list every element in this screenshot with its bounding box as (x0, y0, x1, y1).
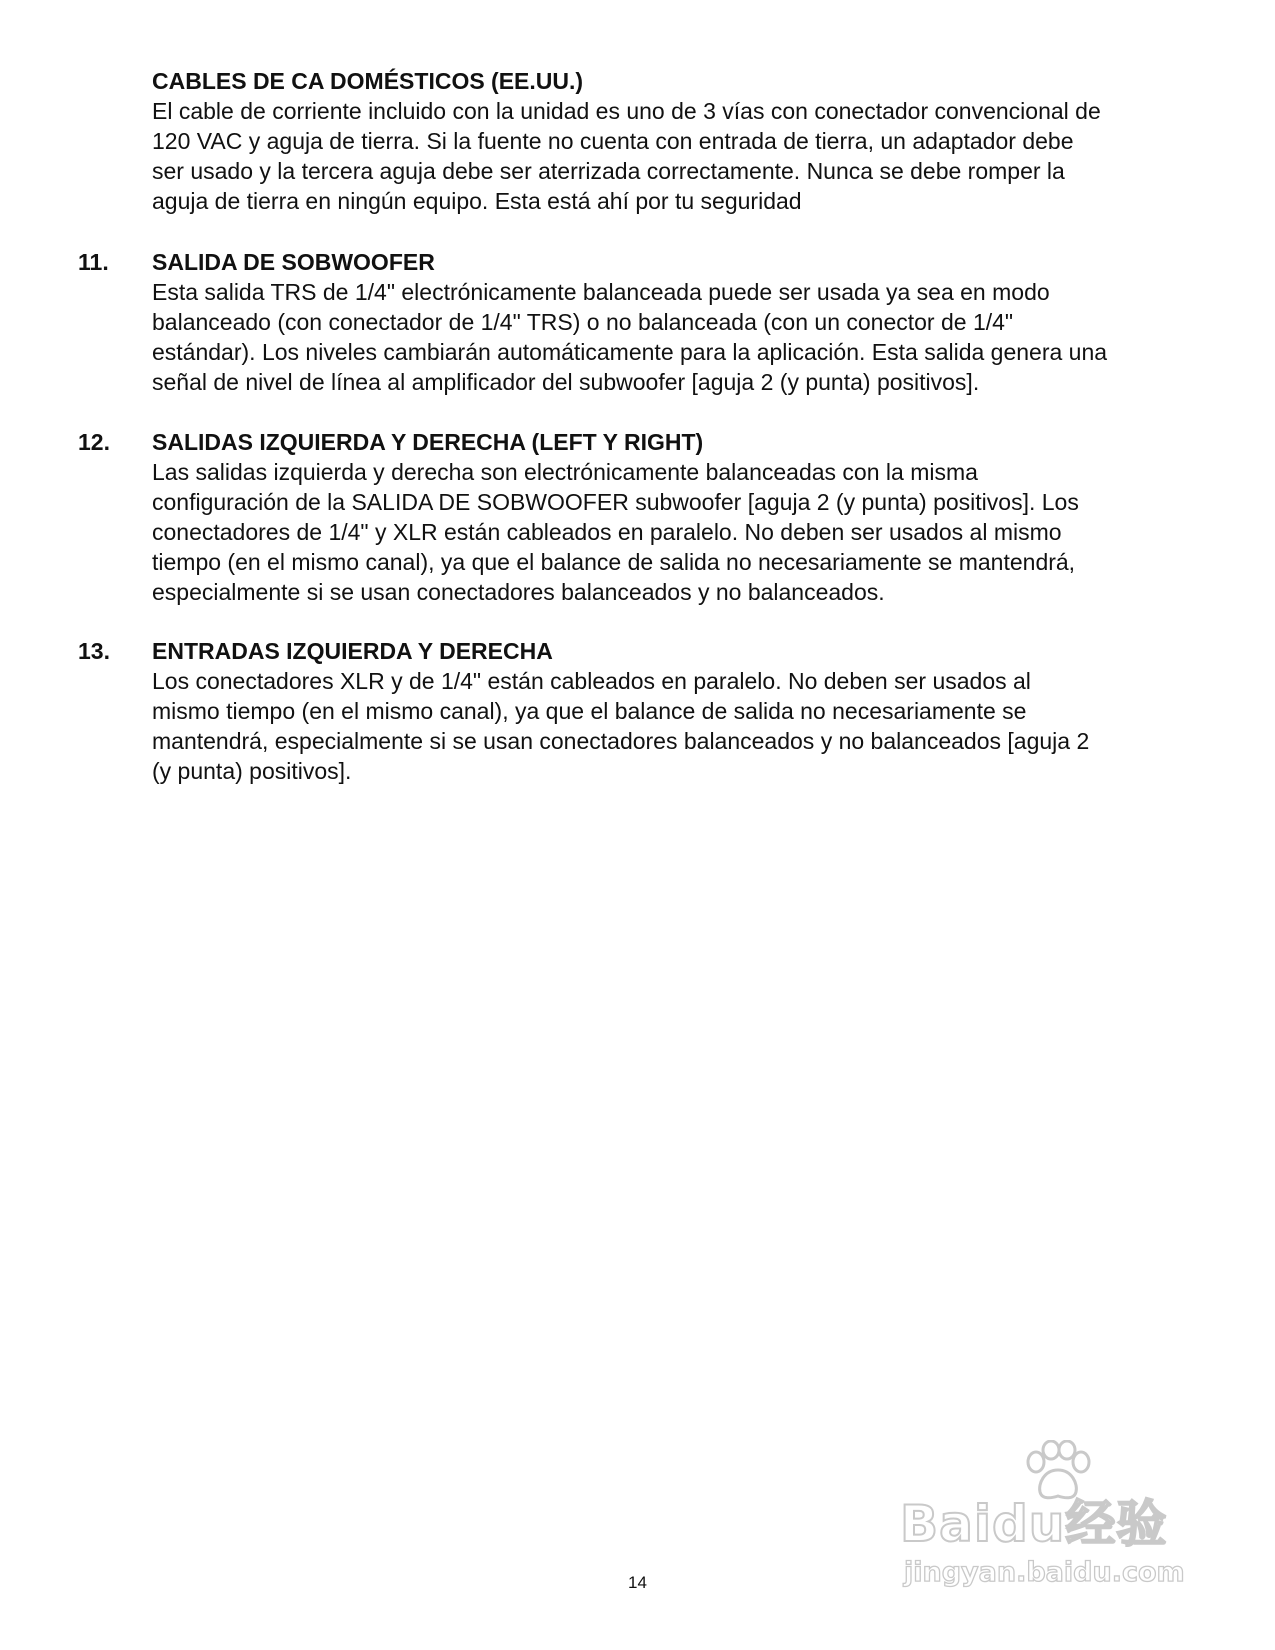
watermark-brand: Baidu经验 (900, 1495, 1168, 1553)
body-line: estándar). Los niveles cambiarán automáticamente para la aplicación. Esta salida genera una (152, 339, 1108, 365)
section-heading: SALIDA DE SOBWOOFER (152, 249, 435, 275)
section-12-left-right-outputs (78, 427, 1208, 607)
section-heading: CABLES DE CA DOMÉSTICOS (EE.UU.) (152, 68, 584, 94)
body-line: especialmente si se usan conectadores balanceados y no balanceados. (152, 579, 885, 605)
section-ac-cables (78, 66, 1208, 216)
body-line: configuración de la SALIDA DE SOBWOOFER subwoofer [aguja 2 (y punta) positivos]. Los (152, 489, 1079, 515)
watermark-url: jingyan.baidu.com (904, 1557, 1185, 1588)
page-number: 14 (628, 1573, 647, 1592)
baidu-watermark (900, 1440, 1200, 1590)
section-number: 11. (78, 249, 109, 275)
body-line: 120 VAC y aguja de tierra. Si la fuente no cuenta con entrada de tierra, un adaptador debe (152, 128, 1074, 154)
body-line: aguja de tierra en ningún equipo. Esta está ahí por tu seguridad (152, 188, 802, 214)
body-line: señal de nivel de línea al amplificador del subwoofer [aguja 2 (y punta) positivos]. (152, 369, 980, 395)
body-line: Los conectadores XLR y de 1/4" están cableados en paralelo. No deben ser usados al (152, 668, 1031, 694)
section-13-left-right-inputs (78, 636, 1208, 786)
body-line: tiempo (en el mismo canal), ya que el balance de salida no necesariamente se mantendrá, (152, 549, 1076, 575)
body-line: Esta salida TRS de 1/4" electrónicamente balanceada puede ser usada ya sea en modo (152, 279, 1050, 305)
section-number: 13. (78, 638, 110, 664)
section-body (152, 457, 1202, 607)
section-body (152, 666, 1202, 786)
body-line: El cable de corriente incluido con la unidad es uno de 3 vías con conectador convencional de (152, 98, 1101, 124)
body-line: Las salidas izquierda y derecha son electrónicamente balanceadas con la misma (152, 459, 978, 485)
section-body (152, 96, 1202, 216)
section-11-subwoofer-output (78, 247, 1208, 397)
section-heading: ENTRADAS IZQUIERDA Y DERECHA (152, 638, 553, 664)
body-line: balanceado (con conectador de 1/4" TRS) o no balanceada (con un conector de 1/4" (152, 309, 1014, 335)
body-line: conectadores de 1/4" y XLR están cableados en paralelo. No deben ser usados al mismo (152, 519, 1062, 545)
body-line: (y punta) positivos]. (152, 758, 352, 784)
section-body (152, 277, 1202, 397)
body-line: ser usado y la tercera aguja debe ser aterrizada correctamente. Nunca se debe romper la (152, 158, 1065, 184)
section-number: 12. (78, 429, 110, 455)
section-heading: SALIDAS IZQUIERDA Y DERECHA (LEFT Y RIGHT) (152, 429, 704, 455)
body-line: mismo tiempo (en el mismo canal), ya que el balance de salida no necesariamente se (152, 698, 1027, 724)
body-line: mantendrá, especialmente si se usan conectadores balanceados y no balanceados [aguja 2 (152, 728, 1090, 754)
